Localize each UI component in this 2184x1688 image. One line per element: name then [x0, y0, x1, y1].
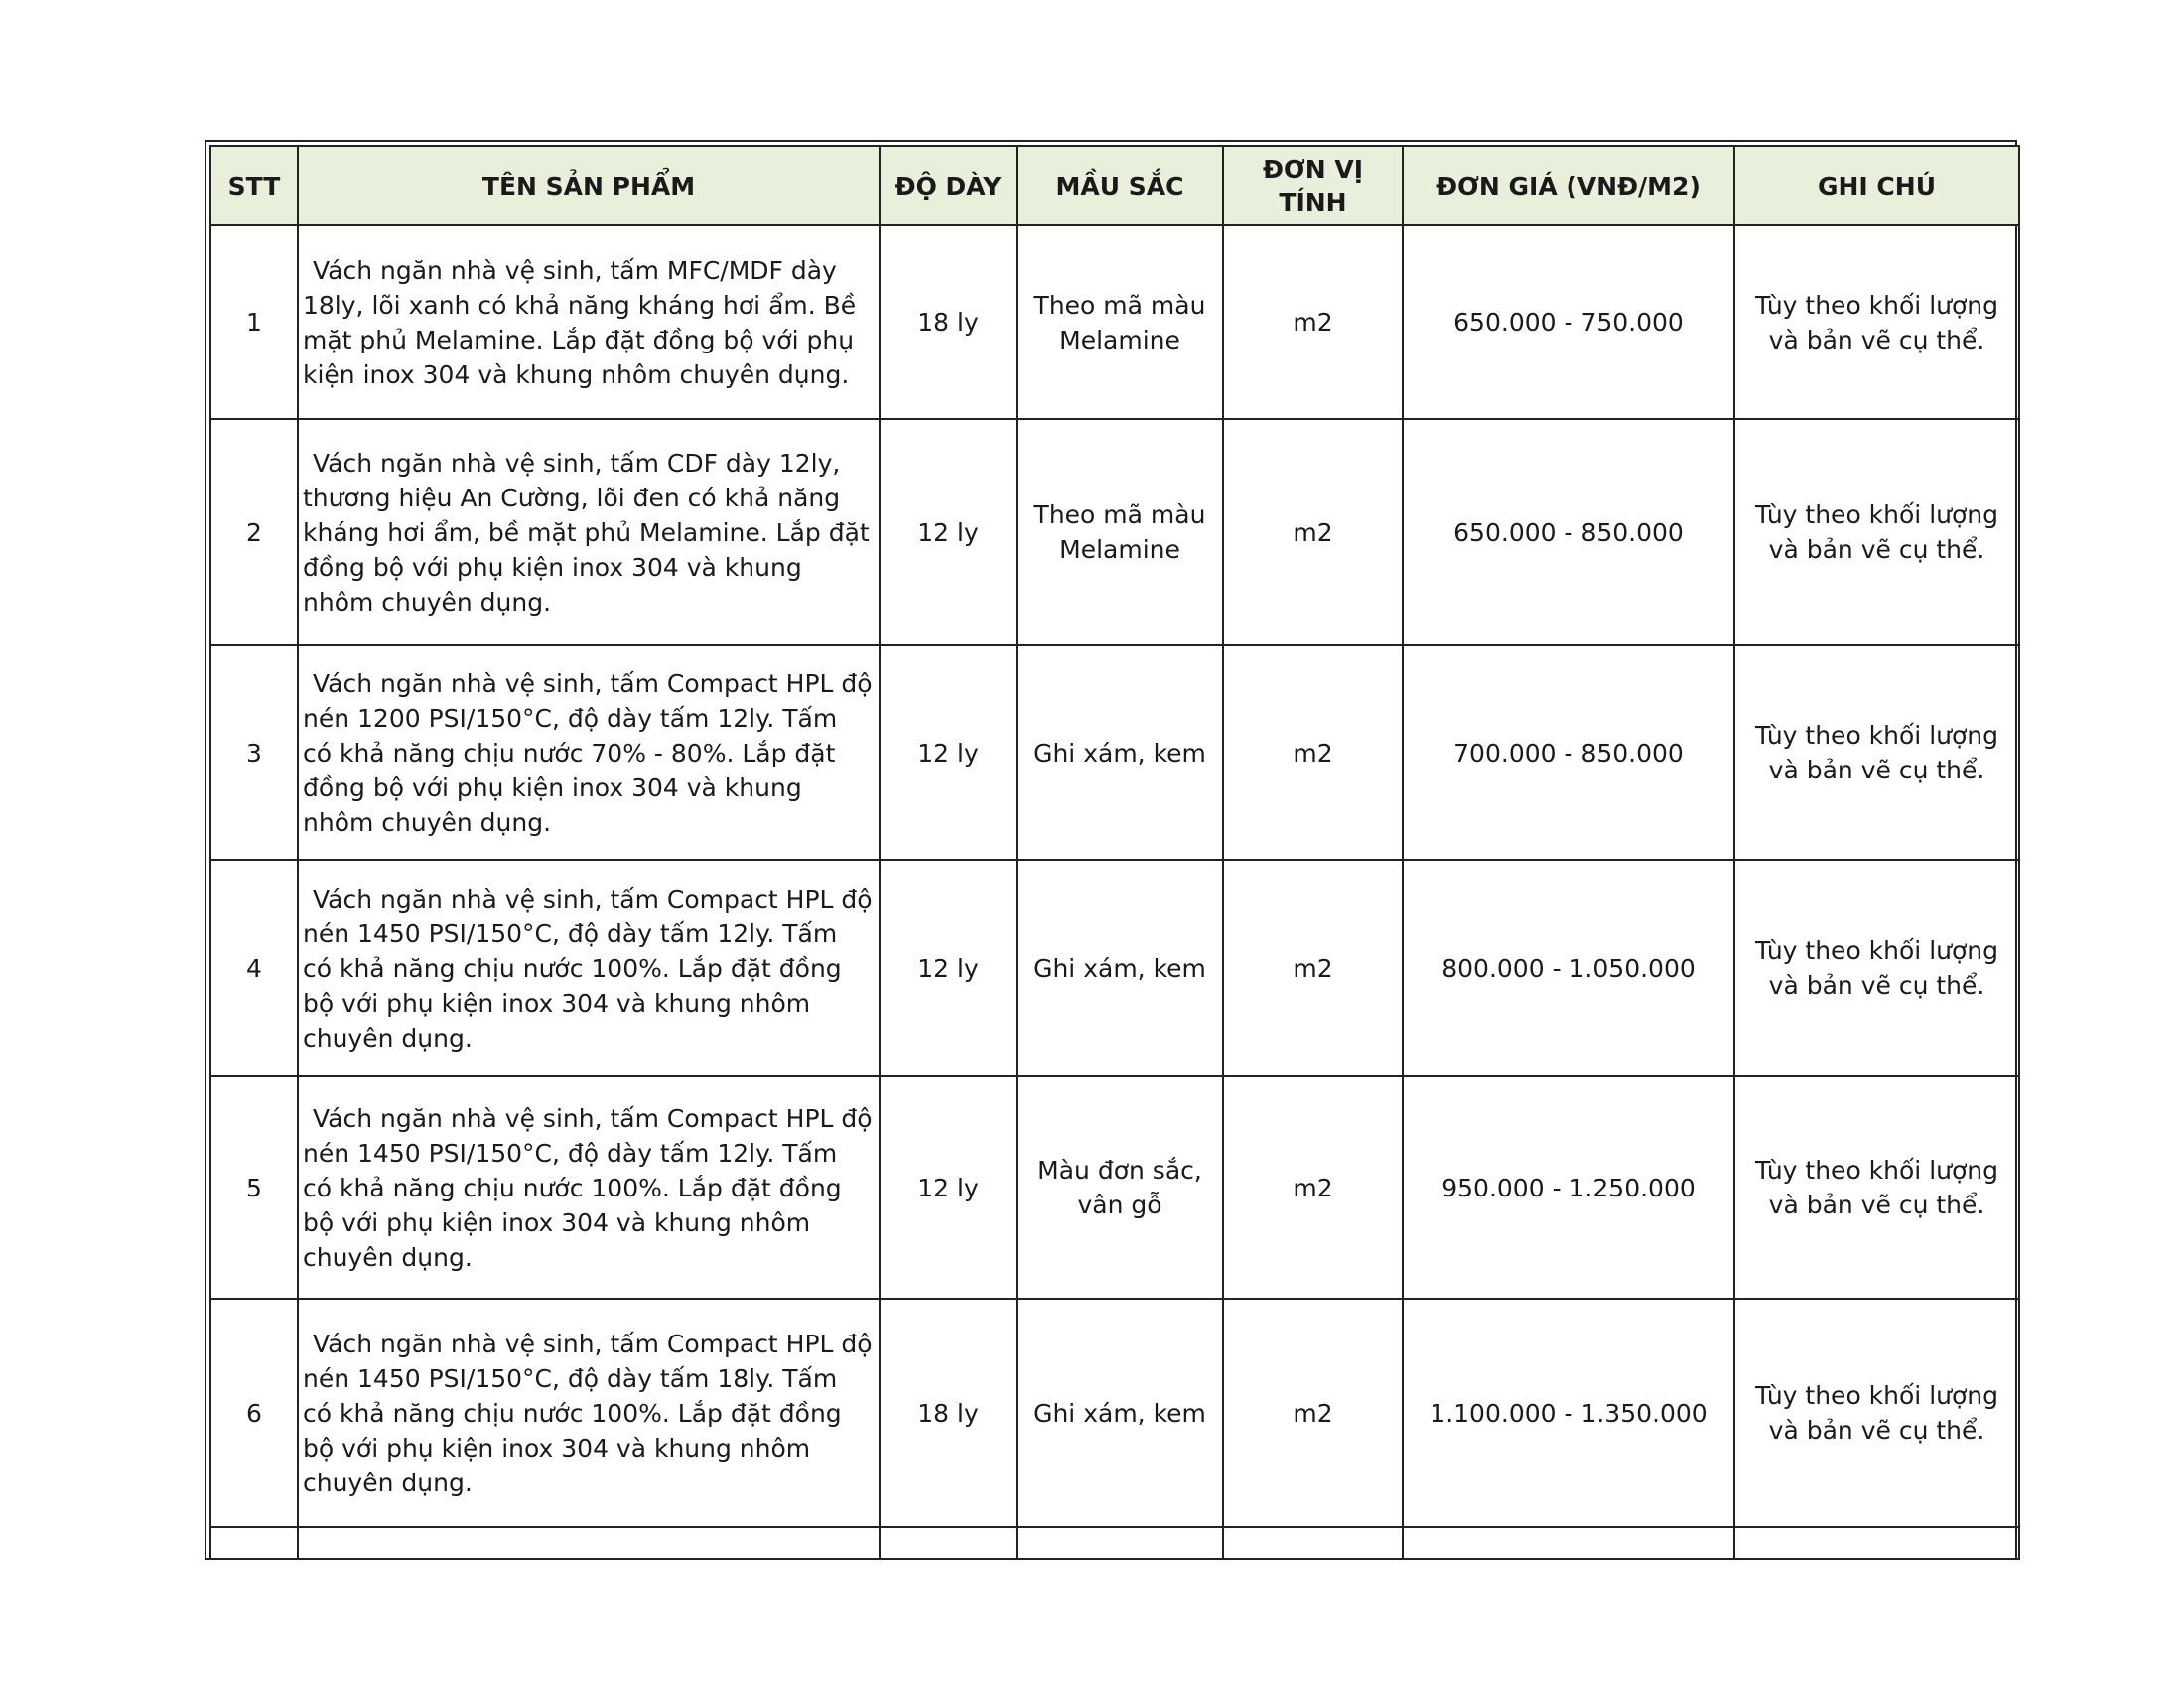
table-row [210, 419, 2019, 645]
color-text: Ghi xám, kem [1033, 953, 1206, 983]
row-note [1734, 419, 2019, 645]
row-unit: m2 [1223, 645, 1403, 860]
header-unit: ĐƠN VỊ TÍNH [1223, 146, 1403, 225]
header-thickness: ĐỘ DÀY [880, 146, 1017, 225]
row-stt: 3 [210, 645, 298, 860]
row-thickness: 18 ly [880, 225, 1017, 419]
row-note [1734, 1299, 2019, 1527]
table-row [210, 1076, 2019, 1299]
row-price: 800.000 - 1.050.000 [1403, 860, 1734, 1076]
row-unit: m2 [1223, 1076, 1403, 1299]
table-row-empty [210, 1527, 2019, 1559]
color-text: Màu đơn sắc, vân gỗ [1037, 1156, 1202, 1219]
note-text: Tùy theo khối lượng và bản vẽ cụ thể. [1754, 936, 1998, 1000]
row-product-name [298, 1299, 880, 1527]
header-note: GHI CHÚ [1734, 146, 2019, 225]
row-stt: 4 [210, 860, 298, 1076]
product-name-text: Vách ngăn nhà vệ sinh, tấm Compact HPL độ nén 1450 PSI/150°C, độ dày tấm 18ly. Tấm có khả năng chịu nước 100%. Lắp đặt đồng bộ với phụ kiện inox 304 và khung nhôm chuyên dụng. [303, 1329, 873, 1497]
note-text: Tùy theo khối lượng và bản vẽ cụ thể. [1754, 290, 1998, 354]
row-stt: 5 [210, 1076, 298, 1299]
row-thickness: 12 ly [880, 645, 1017, 860]
row-color [1017, 645, 1223, 860]
product-name-text: Vách ngăn nhà vệ sinh, tấm Compact HPL độ nén 1200 PSI/150°C, độ dày tấm 12ly. Tấm có khả năng chịu nước 70% - 80%. Lắp đặt đồng bộ với phụ kiện inox 304 và khung nhôm chuyên dụng. [303, 668, 873, 837]
row-thickness: 12 ly [880, 419, 1017, 645]
table-row [210, 860, 2019, 1076]
row-color [1017, 1299, 1223, 1527]
row-product-name [298, 1076, 880, 1299]
header-price: ĐƠN GIÁ (VNĐ/M2) [1403, 146, 1734, 225]
row-price: 650.000 - 850.000 [1403, 419, 1734, 645]
row-note [1734, 225, 2019, 419]
product-name-text: Vách ngăn nhà vệ sinh, tấm Compact HPL độ nén 1450 PSI/150°C, độ dày tấm 12ly. Tấm có khả năng chịu nước 100%. Lắp đặt đồng bộ với phụ kiện inox 304 và khung nhôm chuyên dụng. [303, 1103, 873, 1272]
row-stt: 2 [210, 419, 298, 645]
row-product-name [298, 645, 880, 860]
row-price: 1.100.000 - 1.350.000 [1403, 1299, 1734, 1527]
header-color: MẦU SẮC [1017, 146, 1223, 225]
empty-cell [1734, 1527, 2019, 1559]
row-unit: m2 [1223, 1299, 1403, 1527]
header-product-name: TÊN SẢN PHẨM [298, 146, 880, 225]
row-color [1017, 225, 1223, 419]
color-text: Ghi xám, kem [1033, 738, 1206, 768]
note-text: Tùy theo khối lượng và bản vẽ cụ thể. [1754, 1156, 1998, 1219]
table-row [210, 645, 2019, 860]
empty-cell [1017, 1527, 1223, 1559]
empty-cell [1223, 1527, 1403, 1559]
row-color [1017, 1076, 1223, 1299]
product-name-text: Vách ngăn nhà vệ sinh, tấm MFC/MDF dày 18ly, lõi xanh có khả năng kháng hơi ẩm. Bề mặt phủ Melamine. Lắp đặt đồng bộ với phụ kiện inox 304 và khung nhôm chuyên dụng. [303, 255, 857, 389]
table-row [210, 1299, 2019, 1527]
empty-cell [298, 1527, 880, 1559]
row-thickness: 18 ly [880, 1299, 1017, 1527]
row-unit: m2 [1223, 225, 1403, 419]
product-name-text: Vách ngăn nhà vệ sinh, tấm CDF dày 12ly, thương hiệu An Cường, lõi đen có khả năng kháng hơi ẩm, bề mặt phủ Melamine. Lắp đặt đồng bộ với phụ kiện inox 304 và khung nhôm chuyên dụng. [303, 448, 870, 617]
table-header-row [210, 146, 2019, 225]
color-text: Ghi xám, kem [1033, 1398, 1206, 1428]
empty-cell [880, 1527, 1017, 1559]
row-stt: 1 [210, 225, 298, 419]
price-table [209, 145, 2020, 1560]
row-color [1017, 860, 1223, 1076]
row-color [1017, 419, 1223, 645]
row-thickness: 12 ly [880, 860, 1017, 1076]
product-name-text: Vách ngăn nhà vệ sinh, tấm Compact HPL độ nén 1450 PSI/150°C, độ dày tấm 12ly. Tấm có khả năng chịu nước 100%. Lắp đặt đồng bộ với phụ kiện inox 304 và khung nhôm chuyên dụng. [303, 884, 873, 1053]
price-table-frame [205, 140, 2017, 1560]
row-unit: m2 [1223, 419, 1403, 645]
row-stt: 6 [210, 1299, 298, 1527]
empty-cell [1403, 1527, 1734, 1559]
note-text: Tùy theo khối lượng và bản vẽ cụ thể. [1754, 1381, 1998, 1445]
row-product-name [298, 225, 880, 419]
note-text: Tùy theo khối lượng và bản vẽ cụ thể. [1754, 721, 1998, 784]
empty-cell [210, 1527, 298, 1559]
note-text: Tùy theo khối lượng và bản vẽ cụ thể. [1754, 500, 1998, 564]
row-product-name [298, 419, 880, 645]
row-unit: m2 [1223, 860, 1403, 1076]
row-note [1734, 645, 2019, 860]
row-note [1734, 860, 2019, 1076]
row-price: 650.000 - 750.000 [1403, 225, 1734, 419]
color-text: Theo mã màu Melamine [1033, 290, 1206, 354]
row-product-name [298, 860, 880, 1076]
color-text: Theo mã màu Melamine [1033, 500, 1206, 564]
row-note [1734, 1076, 2019, 1299]
row-price: 700.000 - 850.000 [1403, 645, 1734, 860]
table-row [210, 225, 2019, 419]
row-thickness: 12 ly [880, 1076, 1017, 1299]
header-stt: STT [210, 146, 298, 225]
row-price: 950.000 - 1.250.000 [1403, 1076, 1734, 1299]
